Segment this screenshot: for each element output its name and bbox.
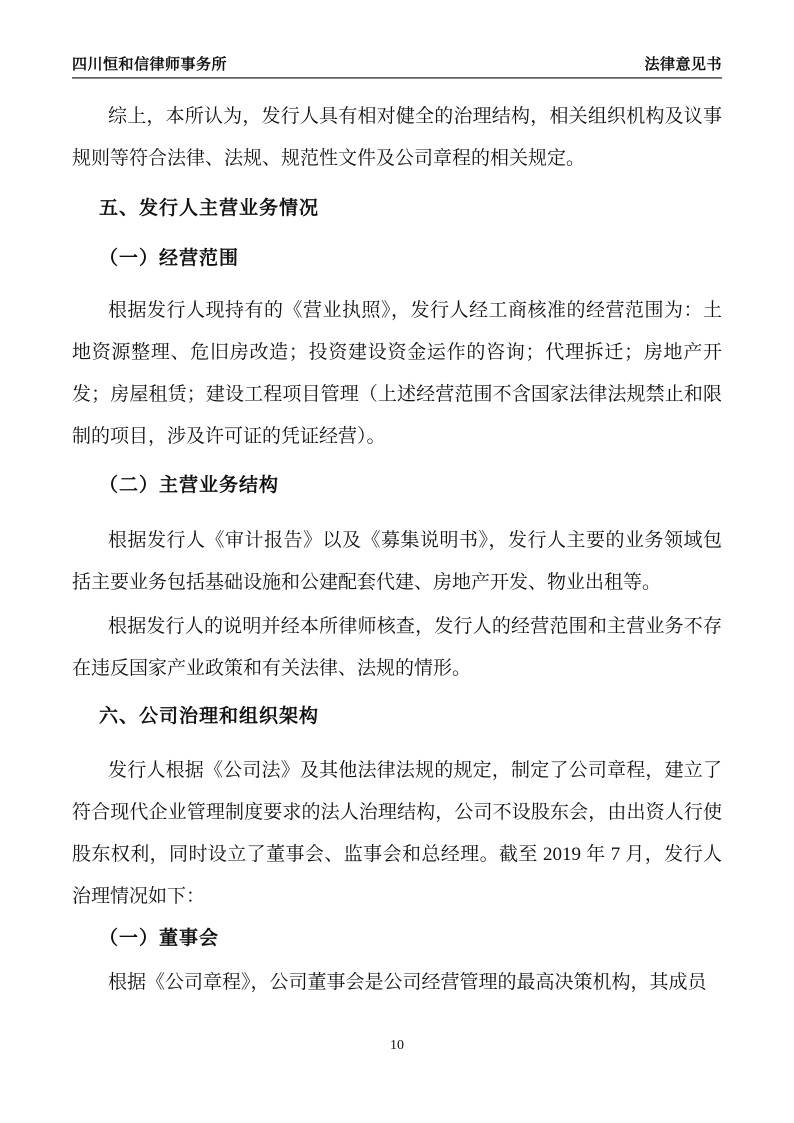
para-corporate-governance: 发行人根据《公司法》及其他法律法规的规定，制定了公司章程，建立了符合现代企业管理制度要求的法人治理结构，公司不设股东会，由出资人行使股东权利，同时设立了董事会、监事会和总经理。截至 2019 年 7 月，发行人治理情况如下：	[72, 760, 722, 907]
heading-board-of-directors: （一）董事会	[99, 928, 220, 949]
para-business-scope: 根据发行人现持有的《营业执照》，发行人经工商核准的经营范围为：土地资源整理、危旧房改造；投资建设资金运作的咨询；代理拆迁；房地产开发；房屋租赁；建设工程项目管理（上述经营范围不含国家法律法规禁止和限制的项目，涉及许可证的凭证经营）。	[72, 300, 722, 447]
header-doc-type: 法律意见书	[644, 57, 722, 73]
header-rule	[72, 77, 722, 79]
heading-section-5-main-business: 五、发行人主营业务情况	[99, 198, 320, 219]
para-governance-conclusion: 综上，本所认为，发行人具有相对健全的治理结构，相关组织机构及议事规则等符合法律、法规、规范性文件及公司章程的相关规定。	[72, 106, 722, 169]
header-row	[72, 56, 722, 74]
page-footer	[0, 1038, 794, 1054]
page-header	[72, 56, 722, 79]
heading-main-business-structure: （二）主营业务结构	[99, 475, 280, 496]
heading-business-scope: （一）经营范围	[99, 248, 240, 269]
para-main-business-fields: 根据发行人《审计报告》以及《募集说明书》，发行人主要的业务领域包括主要业务包括基础设施和公建配套代建、房地产开发、物业出租等。	[72, 530, 722, 593]
page-number: 10	[390, 1038, 404, 1053]
document-body	[72, 96, 722, 1004]
para-board-of-directors-intro: 根据《公司章程》，公司董事会是公司经营管理的最高决策机构，其成员	[108, 972, 707, 993]
para-business-compliance: 根据发行人的说明并经本所律师核查，发行人的经营范围和主营业务不存在违反国家产业政策和有关法律、法规的情形。	[72, 616, 722, 679]
header-firm-name: 四川恒和信律师事务所	[72, 57, 228, 73]
heading-section-6-corporate-governance: 六、公司治理和组织架构	[99, 706, 320, 727]
